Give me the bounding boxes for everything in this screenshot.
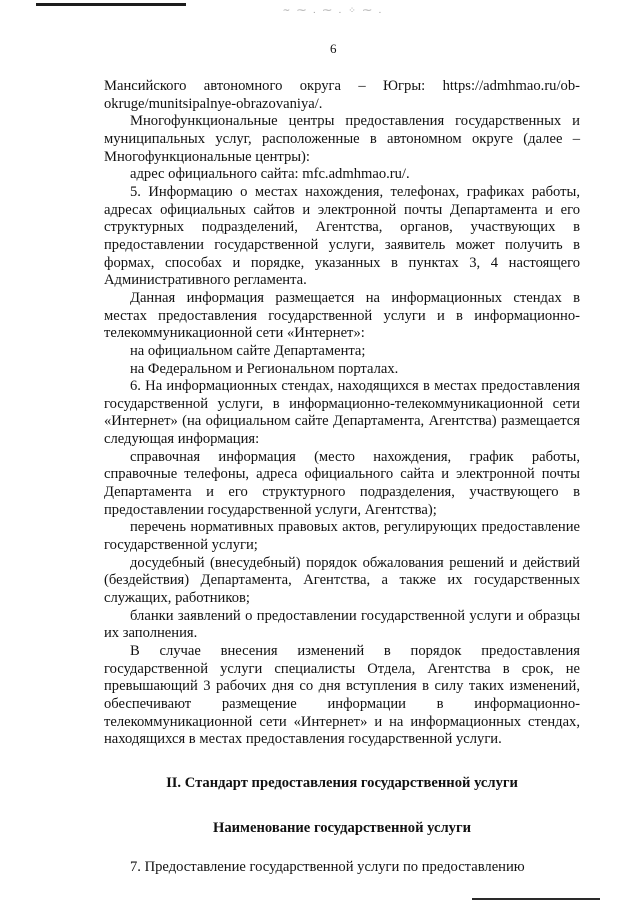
paragraph-legal-acts: перечень нормативных правовых актов, регулирующих предоставление государственной услуги; — [104, 519, 580, 554]
paragraph-mfc-site: адрес официального сайта: mfc.admhmao.ru/. — [130, 166, 410, 183]
paragraph-official-site: на официальном сайте Департамента; — [130, 342, 366, 359]
scan-mark: ~ ⁓ . ⁓ . ⁘ ⁓ . — [282, 6, 384, 16]
paragraph-item-6: 6. На информационных стендах, находящихся в местах предоставления государственной услуги, в информационно-телекоммуникационной сети «Интернет» (на официальном сайте Департамента, Агентства) размещается следующая информация: — [104, 378, 580, 448]
top-rule — [36, 3, 186, 6]
section-heading: II. Стандарт предоставления государственной услуги — [166, 774, 518, 791]
paragraph-mfc: Многофункциональные центры предоставления государственных и муниципальных услуг, расположенные в автономном округе (далее – Многофункциональные центры): — [104, 113, 580, 165]
paragraph-item-7: 7. Предоставление государственной услуги по предоставлению — [130, 859, 525, 876]
page-number: 6 — [330, 41, 337, 56]
paragraph-forms: бланки заявлений о предоставлении государственной услуги и образцы их заполнения. — [104, 607, 580, 642]
paragraph-reference-info: справочная информация (место нахождения, график работы, справочные телефоны, адреса официального сайта и электронной почты Департамента и его структурного подразделения, участвующего в предоставлении государственной услуги, Агентства); — [104, 448, 580, 518]
paragraph-appeal-procedure: досудебный (внесудебный) порядок обжалования решений и действий (бездействия) Департамента, Агентства, а также их государственных служащих, работников; — [104, 554, 580, 607]
paragraph-portals: на Федеральном и Региональном порталах. — [130, 360, 399, 377]
document-body — [104, 78, 580, 877]
paragraph-changes: В случае внесения изменений в порядок предоставления государственной услуги специалисты Отдела, Агентства в срок, не превышающий 3 рабочих дня со дня вступления в силу таких изменений, обеспечивают размещение информации в информационно-телекоммуникационной сети «Интернет» и на информационных стендах, находящихся в местах предоставления государственной услуги. — [104, 643, 580, 748]
paragraph-item-5: 5. Информацию о местах нахождения, телефонах, графиках работы, адресах официальных сайтов и электронной почты Департамента и его структурных подразделений, Агентства, органов, участвующих в предоставлении государственной услуги, заявитель может получить в формах, способах и порядке, указанных в пунктах 3, 4 настоящего Административного регламента. — [104, 183, 580, 289]
paragraph-info-stands: Данная информация размещается на информационных стендах в местах предоставления государственной услуги и в информационно-телекоммуникационной сети «Интернет»: — [104, 289, 580, 342]
paragraph-url-continuation: Мансийского автономного округа – Югры: https://admhmao.ru/ob-okruge/munitsipalnye-obrazovaniya/. — [104, 78, 580, 112]
bottom-rule — [472, 898, 600, 900]
subsection-heading: Наименование государственной услуги — [213, 819, 471, 836]
